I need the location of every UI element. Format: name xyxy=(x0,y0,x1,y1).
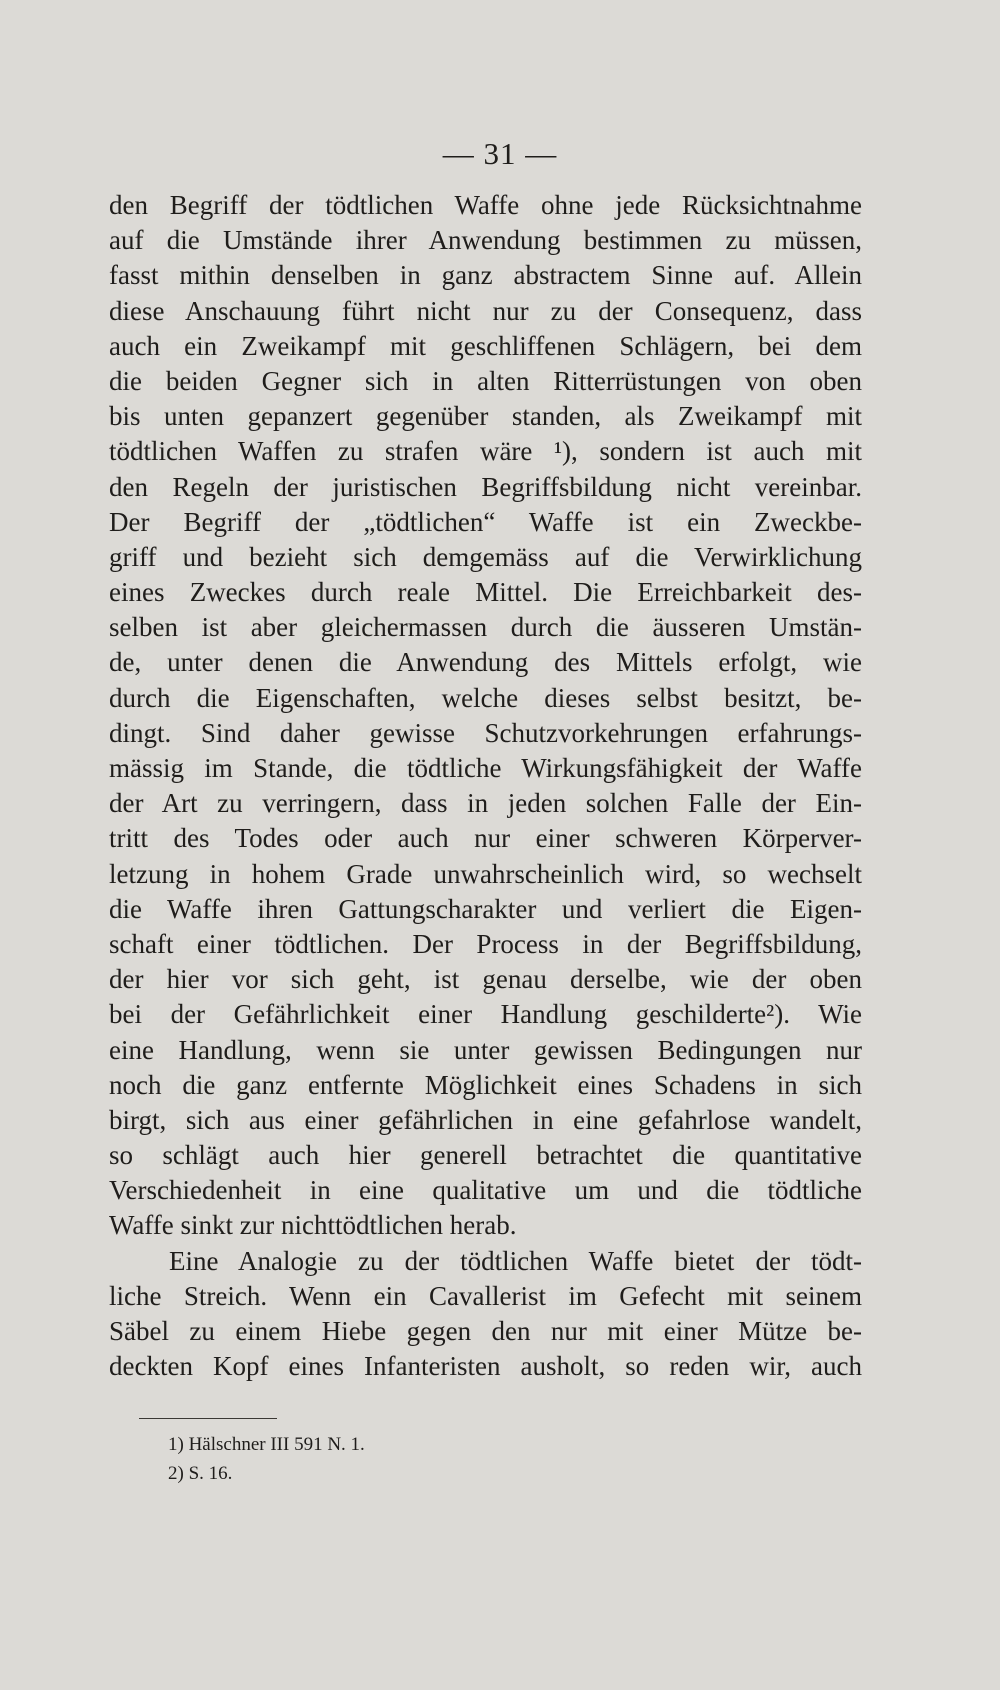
text-line: bis unten gepanzert gegenüber standen, als Zweikampf mit xyxy=(109,401,862,432)
text-line: durch die Eigenschaften, welche dieses selbst besitzt, be- xyxy=(109,682,862,713)
text-line: den Begriff der tödtlichen Waffe ohne jede Rücksichtnahme xyxy=(109,190,862,220)
text-line: den Regeln der juristischen Begriffsbildung nicht vereinbar. xyxy=(109,471,862,502)
text-line: noch die ganz entfernte Möglichkeit eines Schadens in sich xyxy=(109,1069,862,1100)
text-line: Der Begriff der „tödtlichen“ Waffe ist ein Zweckbe- xyxy=(109,506,862,537)
text-line: birgt, sich aus einer gefährlichen in eine gefahrlose wandelt, xyxy=(109,1104,862,1135)
text-line: tödtlichen Waffen zu strafen wäre ¹), sondern ist auch mit xyxy=(109,436,862,467)
text-line: auch ein Zweikampf mit geschliffenen Schlägern, bei dem xyxy=(109,330,862,361)
text-line: diese Anschauung führt nicht nur zu der Consequenz, dass xyxy=(109,295,862,326)
text-line: die beiden Gegner sich in alten Ritterrüstungen von oben xyxy=(109,365,862,396)
text-line: de, unter denen die Anwendung des Mittels erfolgt, wie xyxy=(109,647,862,678)
text-line: der hier vor sich geht, ist genau derselbe, wie der oben xyxy=(109,964,862,995)
footnotes xyxy=(168,1430,365,1488)
text-line: tritt des Todes oder auch nur einer schweren Körperver- xyxy=(109,823,862,854)
text-line: die Waffe ihren Gattungscharakter und verliert die Eigen- xyxy=(109,893,862,924)
text-line: auf die Umstände ihrer Anwendung bestimmen zu müssen, xyxy=(109,225,862,256)
text-line: fasst mithin denselben in ganz abstractem Sinne auf. Allein xyxy=(109,260,862,291)
text-line: eines Zweckes durch reale Mittel. Die Erreichbarkeit des- xyxy=(109,577,862,608)
text-line: selben ist aber gleichermassen durch die äusseren Umstän- xyxy=(109,612,862,643)
text-line: bei der Gefährlichkeit einer Handlung geschilderte²). Wie xyxy=(109,999,862,1030)
text-line: Säbel zu einem Hiebe gegen den nur mit einer Mütze be- xyxy=(109,1316,862,1346)
text-line: eine Handlung, wenn sie unter gewissen Bedingungen nur xyxy=(109,1034,862,1065)
text-line: so schlägt auch hier generell betrachtet die quantitative xyxy=(109,1140,862,1171)
footnote-1: 1) Hälschner III 591 N. 1. xyxy=(168,1434,365,1455)
footnote-divider xyxy=(139,1418,277,1419)
text-line: deckten Kopf eines Infanteristen ausholt, so reden wir, auch xyxy=(109,1351,862,1382)
text-line: Verschiedenheit in eine qualitative um und die tödtliche xyxy=(109,1175,862,1206)
page-number: — 31 — xyxy=(442,136,558,171)
text-line: dingt. Sind daher gewisse Schutzvorkehrungen erfahrungs- xyxy=(109,717,862,748)
text-line: Waffe sinkt zur nichttödtlichen herab. xyxy=(109,1210,517,1241)
text-line: der Art zu verringern, dass in jeden solchen Falle der Ein- xyxy=(109,788,862,819)
text-line: liche Streich. Wenn ein Cavallerist im Gefecht mit seinem xyxy=(109,1280,862,1311)
body-text xyxy=(109,188,862,1384)
text-line: griff und bezieht sich demgemäss auf die Verwirklichung xyxy=(109,541,862,572)
footnote-2: 2) S. 16. xyxy=(168,1463,233,1484)
text-line: Eine Analogie zu der tödtlichen Waffe bietet der tödt- xyxy=(169,1245,862,1276)
text-line: schaft einer tödtlichen. Der Process in der Begriffsbildung, xyxy=(109,928,862,959)
text-line: letzung in hohem Grade unwahrscheinlich wird, so wechselt xyxy=(109,858,862,889)
text-line: mässig im Stande, die tödtliche Wirkungsfähigkeit der Waffe xyxy=(109,753,862,783)
